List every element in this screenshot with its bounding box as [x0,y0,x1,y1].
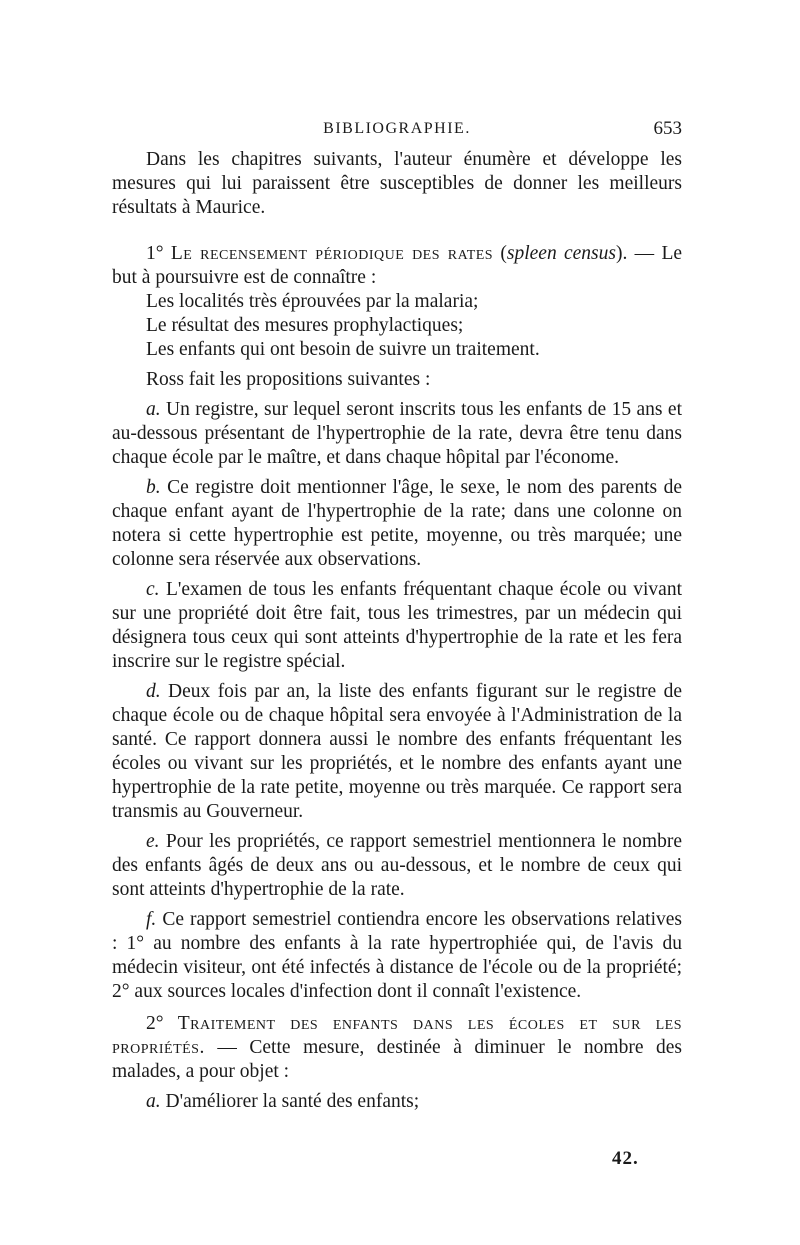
running-head [112,118,682,142]
list-item: Le résultat des mesures prophylactiques; [146,315,464,336]
section-1-paren-open: ( [500,243,507,264]
signature-mark: 42. [612,1148,639,1169]
section-1-paren-close: ). [615,243,628,264]
proposition-letter: e. [146,831,160,852]
section-1-heading-paragraph [112,242,682,290]
proposition-letter: b. [146,477,161,498]
intro-paragraph: Dans les chapitres suivants, l'auteur énumère et développe les mesures qui lui paraissent être susceptibles de donner les meilleurs résultats à Maurice. [112,149,682,218]
proposition-f [112,908,682,1004]
section-2-number: 2° [146,1013,164,1034]
proposition-text: Ce rapport semestriel contiendra encore les observations relatives : 1° au nombre des enfants à la rate hypertrophiée qui, de l'avis du médecin visiteur, ont été infectés à distance de l'école ou de la propriété; 2° aux sources locales d'infection dont il connaît l'existence. [112,909,683,1002]
proposition-text: D'améliorer la santé des enfants; [165,1091,420,1112]
body-text [112,148,682,1114]
proposition-c [112,578,682,674]
list-item: Les enfants qui ont besoin de suivre un traitement. [146,339,540,360]
list-item: Les localités très éprouvées par la malaria; [146,291,479,312]
ross-intro: Ross fait les propositions suivantes : [146,369,431,390]
section-2-text: — Cette mesure, destinée à diminuer le nombre des malades, a pour objet : [112,1037,682,1082]
section-1-term: spleen census [506,243,616,264]
proposition-letter: f. [146,909,157,930]
section-2-item-a [112,1090,682,1114]
proposition-b [112,476,682,572]
section-1-heading: Le recensement périodique des rates [170,243,494,264]
proposition-a [112,398,682,470]
section-2-paragraph [112,1012,682,1084]
section-1-dash: — [627,243,662,264]
proposition-e [112,830,682,902]
proposition-letter: c. [146,579,160,600]
proposition-d [112,680,682,824]
proposition-text: Pour les propriétés, ce rapport semestriel mentionnera le nombre des enfants âgés de deux ans ou au-dessous, et le nombre de ceux qui sont atteints d'hypertrophie de la rate. [112,831,683,900]
proposition-letter: a. [146,399,161,420]
proposition-letter: a. [146,1091,161,1112]
proposition-text: Deux fois par an, la liste des enfants figurant sur le registre de chaque école ou de chaque hôpital sera envoyée à l'Administration de la santé. Ce rapport donnera aussi le nombre des enfants fréquentant les écoles ou vivant sur les propriétés, et le nombre des enfants ayant une hypertrophie de la rate petite, moyenne ou très marquée. Ce rapport sera transmis au Gouverneur. [112,681,682,822]
proposition-letter: d. [146,681,161,702]
section-1-lead: Le but à poursuivre est de connaître : [112,243,683,288]
proposition-text: Un registre, sur lequel seront inscrits tous les enfants de 15 ans et au-dessous présentant de l'hypertrophie de la rate, devra être tenu dans chaque école par le maître, et dans chaque hôpital par l'économe. [112,399,682,468]
page-number: 653 [653,118,682,139]
proposition-text: Ce registre doit mentionner l'âge, le sexe, le nom des parents de chaque enfant ayant de l'hypertrophie de la rate; dans une colonne on notera si cette hypertrophie est petite, moyenne, ou très marquée; une colonne sera réservée aux observations. [112,477,682,570]
section-1-number: 1° [146,243,164,264]
section-2-heading: Traitement des enfants dans les écoles et sur les propriétés. [112,1013,683,1058]
proposition-text: L'examen de tous les enfants fréquentant chaque école ou vivant sur une propriété doit être fait, tous les trimestres, par un médecin qui désignera tous ceux qui sont atteints d'hypertrophie de la rate et les fera inscrire sur le registre spécial. [112,579,682,672]
running-title: BIBLIOGRAPHIE. [323,120,471,137]
